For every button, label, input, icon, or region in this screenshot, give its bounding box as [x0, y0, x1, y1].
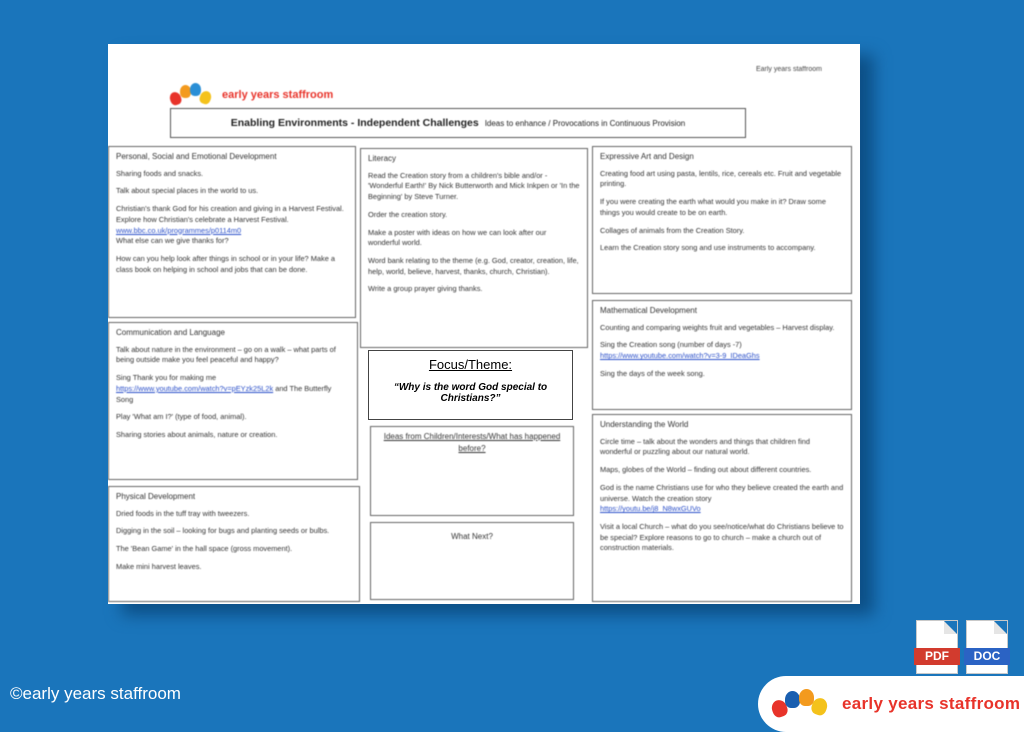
- maths-item: Sing the days of the week song.: [600, 368, 705, 378]
- what-next-heading: What Next?: [451, 532, 493, 541]
- pdf-label: PDF: [914, 648, 960, 665]
- pdf-file-icon[interactable]: [916, 620, 958, 674]
- literacy-item: Write a group prayer giving thanks.: [368, 284, 483, 294]
- title-bold: Enabling Environments - Independent Challenges: [230, 117, 479, 129]
- worksheet-preview: [108, 44, 860, 604]
- world-item: Circle time – talk about the wonders and things that children find wonderful or puzzling about our natural world.: [600, 436, 810, 457]
- ideas-box: [370, 426, 574, 516]
- communication-box: [108, 322, 358, 480]
- hands-logo-icon: [170, 82, 216, 108]
- understanding-world-box: [592, 414, 852, 602]
- world-heading: Understanding the World: [600, 420, 689, 429]
- copyright-text: ©early years staffroom: [10, 684, 181, 703]
- expressive-item: If you were creating the earth what would you make in it? Draw some things you would create to be on earth.: [600, 197, 826, 217]
- maths-item: Sing the Creation song (number of days -7) https://www.youtube.com/watch?v=3-9_IDeaGhs: [600, 340, 760, 361]
- maths-item: Counting and comparing weights fruit and vegetables – Harvest display.: [600, 322, 835, 332]
- physical-box: [108, 486, 360, 602]
- expressive-item: Collages of animals from the Creation Story.: [600, 225, 745, 235]
- literacy-item: Word bank relating to the theme (e.g. God, creator, creation, life, help, world, believe, harvest, thanks, church, Christian).: [368, 256, 579, 276]
- physical-item: Make mini harvest leaves.: [116, 561, 202, 571]
- literacy-item: Order the creation story.: [368, 209, 448, 219]
- what-next-box: [370, 522, 574, 600]
- world-item: God is the name Christians use for who they believe created the earth and universe. Watch the creation story https://youtu.be/j8_N8wxGUVo: [600, 482, 844, 514]
- literacy-box: [360, 148, 588, 348]
- psed-item: Talk about special places in the world to us.: [116, 186, 259, 196]
- doc-file-icon[interactable]: [966, 620, 1008, 674]
- communication-item: Sharing stories about animals, nature or creation.: [116, 430, 278, 439]
- physical-heading: Physical Development: [116, 492, 196, 501]
- communication-item: Sing Thank you for making me https://www.youtube.com/watch?v=pEYzk25L2k and The Butterfly Song: [116, 373, 332, 404]
- communication-item: Talk about nature in the environment – go on a walk – what parts of being outside make you feel peaceful and happy?: [116, 344, 336, 365]
- world-link[interactable]: https://youtu.be/j8_N8wxGUVo: [600, 504, 701, 514]
- expressive-heading: Expressive Art and Design: [600, 152, 694, 161]
- psed-item: How can you help look after things in school or in your life? Make a class book on helping in school and jobs that can be done.: [116, 254, 335, 274]
- physical-item: Dried foods in the tuff tray with tweezers.: [116, 508, 250, 518]
- ideas-heading: Ideas from Children/Interests/What has happened before?: [383, 432, 561, 453]
- psed-item: Sharing foods and snacks.: [116, 168, 204, 178]
- worksheet-logo-text: early years staffroom: [222, 89, 334, 101]
- maths-link[interactable]: https://www.youtube.com/watch?v=3-9_IDeaGhs: [600, 351, 760, 361]
- hands-logo-icon: [772, 687, 832, 721]
- expressive-arts-box: [592, 146, 852, 294]
- psed-heading: Personal, Social and Emotional Development: [116, 152, 277, 161]
- worksheet-logo: [170, 82, 333, 108]
- doc-label: DOC: [964, 648, 1010, 665]
- maths-box: [592, 300, 852, 410]
- maths-heading: Mathematical Development: [600, 306, 697, 315]
- psed-item: Christian's thank God for his creation and giving in a Harvest Festival. Explore how Christian's celebrate a Harvest Festival. www.bbc.co.uk/programmes/p0114m0: [116, 204, 344, 235]
- communication-heading: Communication and Language: [116, 328, 225, 337]
- brand-name: early years staffroom: [842, 694, 1021, 713]
- literacy-heading: Literacy: [368, 154, 397, 163]
- psed-item: What else can we give thanks for?: [116, 236, 229, 246]
- communication-item: Play 'What am I?' (type of food, animal).: [116, 412, 247, 422]
- worksheet-title: [170, 108, 746, 138]
- world-item: Maps, globes of the World – finding out about different countries.: [600, 465, 812, 475]
- physical-item: Digging in the soil – looking for bugs and planting seeds or bulbs.: [116, 526, 330, 536]
- focus-title: Focus/Theme:: [428, 357, 513, 372]
- expressive-item: Learn the Creation story song and use instruments to accompany.: [600, 243, 816, 253]
- focus-theme-box: [368, 350, 573, 420]
- psed-link[interactable]: www.bbc.co.uk/programmes/p0114m0: [116, 225, 242, 235]
- psed-box: [108, 146, 356, 318]
- header-right-text: Early years staffroom: [755, 66, 822, 73]
- expressive-item: Creating food art using pasta, lentils, rice, cereals etc. Fruit and vegetable printing.: [600, 168, 842, 189]
- literacy-item: Read the Creation story from a children's bible and/or - 'Wonderful Earth!' By Nick Butterworth and Mick Inkpen or 'In the Beginning' by Steve Turner.: [368, 170, 580, 202]
- physical-item: The 'Bean Game' in the hall space (gross movement).: [116, 544, 293, 554]
- communication-link[interactable]: https://www.youtube.com/watch?v=pEYzk25L2k: [116, 383, 274, 393]
- title-rest: Ideas to enhance / Provocations in Continuous Provision: [484, 118, 686, 128]
- world-item: Visit a local Church – what do you see/notice/what do Christians believe to be special? Explore reasons to go to church – make a church out of construction materials.: [600, 522, 844, 553]
- focus-question: “Why is the word God special to Christians?”: [393, 382, 548, 404]
- literacy-item: Make a poster with ideas on how we can look after our wonderful world.: [368, 227, 547, 248]
